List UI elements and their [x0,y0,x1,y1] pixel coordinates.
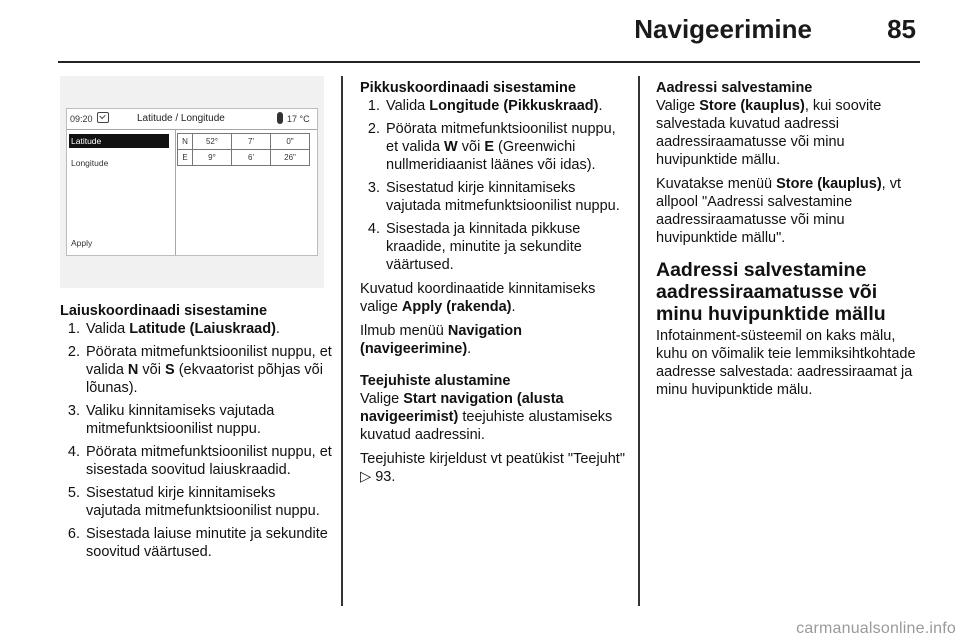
coord-sec: 0" [271,134,310,150]
list-item: 6. Sisestada laiuse minutite ja sekundite soovitud väärtused. [67,526,328,560]
column-latitude [60,302,332,567]
coord-sec: 26" [271,150,310,166]
list-item: 4. Pöörata mitmefunktsioonilist nuppu, et sisestada soovitud laiuskraadid. [67,444,332,478]
store-paragraph-2: Kuvatakse menüü Store (kauplus), vt allpool "Aadressi salvestamine aadressiraamatusse või minu huvipunktide mällu". [656,176,901,246]
coord-min: 7' [232,134,271,150]
screen-title: Latitude / Longitude [137,113,225,124]
screen-menu [67,130,176,255]
list-item: 5. Sisestatud kirje kinnitamiseks vajutada mitmefunktsioonilist nuppu. [67,485,320,519]
list-item: 4. Sisestada ja kinnitada pikkuse kraadide, minutite ja sekundite väärtused. [367,221,582,273]
longitude-heading: Pikkuskoordinaadi sisestamine [360,80,576,96]
list-item: 3. Valiku kinnitamiseks vajutada mitmefunktsioonilist nuppu. [67,403,275,437]
coordinate-row [178,134,310,150]
page-title: Navigeerimine [634,14,812,44]
page-reference: 93. [375,469,396,485]
latitude-heading: Laiuskoordinaadi sisestamine [60,303,268,319]
screen-time: 09:20 [70,114,93,124]
coord-deg: 52° [193,134,232,150]
column-store-address [656,79,928,405]
address-book-heading: Aadressi salvestamine aadressiraamatusse või minu huvipunktide mällu [656,259,886,325]
guidance-heading: Teejuhiste alustamine [360,373,511,389]
column-divider-1 [341,76,343,606]
infotainment-screen [66,108,318,256]
list-item: 2. Pöörata mitmefunktsioonilist nuppu, et valida N või S (ekvaatorist põhjas või lõunas). [67,344,332,396]
header-rule [58,61,920,63]
list-item: 1. Valida Latitude (Laiuskraad). [67,321,280,337]
screen-temperature: 17 °C [287,114,310,124]
store-heading: Aadressi salvestamine [656,80,813,96]
list-item: 2. Pöörata mitmefunktsioonilist nuppu, et valida W või E (Greenwichi nullmeridiaanist läänes või idas). [367,121,616,173]
navigation-paragraph: Ilmub menüü Navigation (navigeerimine). [360,323,522,357]
coordinate-grid [177,133,310,166]
coord-dir: E [178,150,193,166]
watermark: carmanualsonline.info [796,620,956,637]
memory-paragraph: Infotainment-süsteemil on kaks mälu, kuhu on võimalik teie lemmiksihtkohtade aadresse salvestada: aadressiraamat ja minu huvipunktide mälu. [656,328,916,398]
coord-min: 6' [232,150,271,166]
menu-item-longitude: Longitude [71,158,109,168]
store-paragraph-1: Valige Store (kauplus), kui soovite salvestada kuvatud aadressi aadressiraamatusse või minu huvipunktide mällu. [656,98,882,168]
column-divider-2 [638,76,640,606]
thermometer-icon [277,112,283,124]
coordinate-row [178,150,310,166]
latitude-steps [60,320,332,561]
longitude-steps [360,97,630,274]
display-screenshot [60,76,324,288]
cross-reference-paragraph: Teejuhiste kirjeldust vt peatükist "Teejuht" ▷ 93. [360,451,625,485]
list-item: 3. Sisestatud kirje kinnitamiseks vajutada mitmefunktsioonilist nuppu. [367,180,620,214]
menu-item-apply: Apply [71,238,93,248]
page-reference-icon: ▷ [360,469,372,485]
screen-status-bar [67,109,317,130]
start-navigation-paragraph: Valige Start navigation (alusta navigeerimist) teejuhiste alustamiseks kuvatud aadressini. [360,391,613,443]
column-longitude [360,79,630,492]
list-item: 1. Valida Longitude (Pikkuskraad). [367,98,603,114]
coord-dir: N [178,134,193,150]
menu-item-latitude: Latitude [69,134,169,148]
page-number: 85 [887,14,916,44]
clock-icon [97,112,109,123]
coord-deg: 9° [193,150,232,166]
apply-paragraph: Kuvatud koordinaatide kinnitamiseks valige Apply (rakenda). [360,281,596,315]
